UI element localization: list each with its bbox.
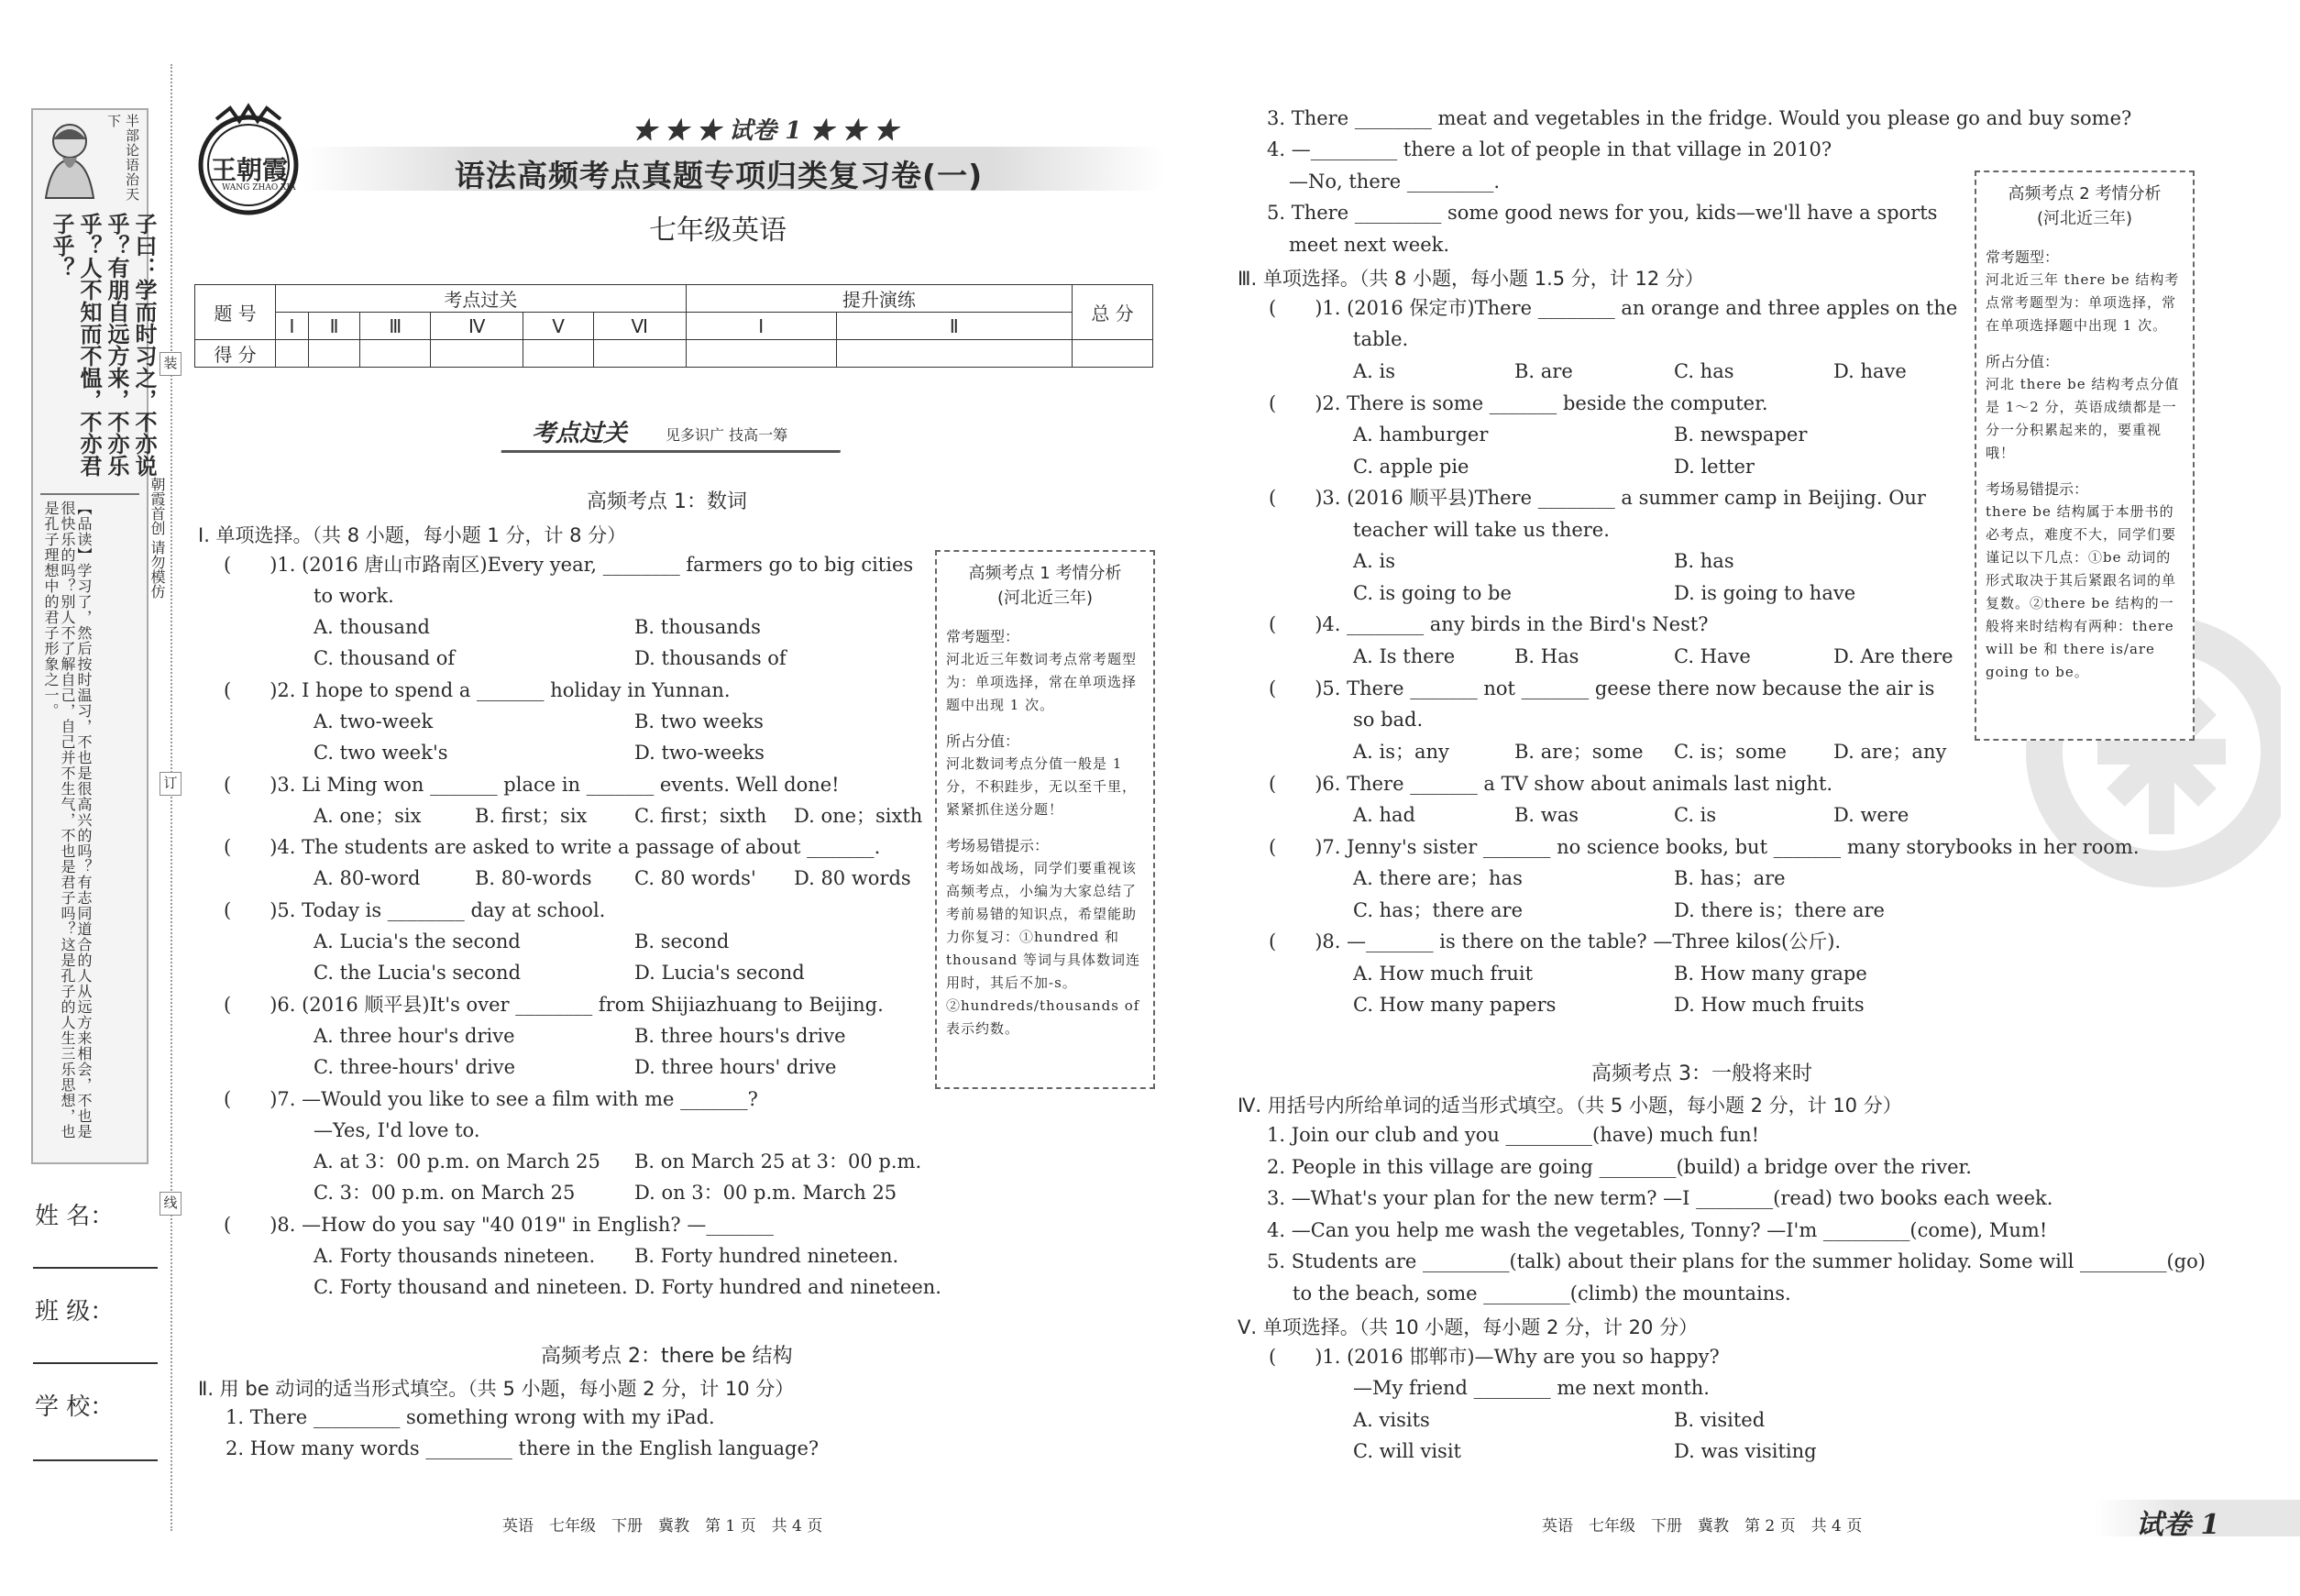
question: ( )7. Jenny's sister _______ no science books, but _______ many storybooks in her room.: [1269, 836, 2140, 858]
question: 2. People in this village are going ________(build) a bridge over the river.: [1267, 1156, 1972, 1178]
k2-title: 高频考点 2：there be 结构: [541, 1345, 793, 1368]
box-heading: 所占分值：: [1986, 353, 2060, 370]
question: ( )3. Li Ming won _______ place in _______ events. Well done!: [224, 774, 840, 796]
option[interactable]: B. Has: [1514, 645, 1579, 667]
school-field[interactable]: [33, 1459, 158, 1461]
seal-mark-2: 订: [160, 772, 182, 796]
option[interactable]: D. there is；there are: [1674, 899, 1885, 921]
option[interactable]: C. has: [1674, 360, 1734, 382]
option[interactable]: D. How much fruits: [1674, 994, 1865, 1016]
col-7: Ⅰ: [686, 313, 836, 340]
option[interactable]: C. 3：00 p.m. on March 25: [314, 1182, 576, 1204]
option[interactable]: C. is；some: [1674, 741, 1787, 763]
question: 2. How many words _________ there in the English language?: [226, 1437, 820, 1459]
question: table.: [1353, 328, 1409, 350]
option[interactable]: A. three hour's drive: [314, 1025, 515, 1047]
page-title: 语法高频考点真题专项归类复习卷(一): [455, 158, 984, 193]
k3-section: Ⅳ. 用括号内所给单词的适当形式填空。（共 5 小题，每小题 2 分，计 10 分）: [1238, 1095, 1902, 1117]
analysis-box-2: [1975, 171, 2195, 741]
option[interactable]: D. thousands of: [634, 647, 787, 669]
question: ( )1. (2016 保定市)There ________ an orange and three apples on the: [1269, 297, 1958, 319]
footer-right: 英语 七年级 下册 冀教 第 2 页 共 4 页: [1542, 1517, 1863, 1535]
option[interactable]: B. newspaper: [1674, 424, 1808, 446]
option[interactable]: A. Forty thousands nineteen.: [314, 1245, 596, 1267]
option[interactable]: C. three-hours' drive: [314, 1056, 516, 1078]
option[interactable]: D. is going to have: [1674, 582, 1856, 604]
box-text: 河北近三年 there be 结构考点常考题型为：单项选择，常在单项选择题中出现 1 次。: [1986, 271, 2180, 334]
col-6: Ⅵ: [593, 313, 686, 340]
question: meet next week.: [1289, 234, 1450, 256]
box-text: 河北数词考点分值一般是 1 分，不积跬步，无以至千里，紧紧抓住送分题！: [946, 755, 1138, 818]
question: ( )7. —Would you like to see a film with me _______?: [224, 1088, 758, 1110]
k3-section-2: Ⅴ. 单项选择。（共 10 小题，每小题 2 分，计 20 分）: [1238, 1316, 1699, 1338]
option[interactable]: B. two weeks: [634, 710, 764, 732]
row-defen: 得 分: [195, 340, 276, 368]
question: 1. Join our club and you _________(have) much fun!: [1267, 1124, 1760, 1146]
sidebar-quote: 子曰：学而时习之，不亦说乎？有朋自远方来，不亦乐乎？人不知而不愠，不亦君子乎？: [49, 213, 157, 477]
option[interactable]: A. hamburger: [1353, 424, 1489, 446]
box-text: 河北 there be 结构考点分值是 1～2 分，英语成绩都是一分一分积累起来的，要重视哦！: [1986, 376, 2180, 461]
logo-text: 王朝霞: [211, 155, 289, 185]
box-text: there be 结构属于本册书的必考点，难度不大，同学们要谨记以下几点：①be 动词的形式取决于其后紧跟名词的单复数。②there be 结构的一般将来时结构有两种：there will be 和 there is/are going to be。: [1986, 503, 2177, 680]
option[interactable]: D. on 3：00 p.m. March 25: [634, 1182, 897, 1204]
option[interactable]: D. Lucia's second: [634, 962, 805, 984]
option[interactable]: A. one；six: [314, 805, 422, 827]
score-cell[interactable]: [593, 340, 686, 368]
box-subtitle: (河北近三年): [996, 589, 1094, 608]
side-note: 朝霞首创 请勿模仿: [149, 477, 166, 600]
question: ( )6. (2016 顺平县)It's over ________ from Shijiazhuang to Beijing.: [224, 994, 884, 1016]
option[interactable]: C. first；sixth: [634, 805, 767, 827]
question: 5. Students are _________(talk) about their plans for the summer holiday. Some will _________(go): [1267, 1250, 2206, 1272]
option[interactable]: D. Forty hundred and nineteen.: [634, 1276, 941, 1298]
option[interactable]: D. Are there: [1833, 645, 1953, 667]
k2-section: Ⅱ. 用 be 动词的适当形式填空。（共 5 小题，每小题 2 分，计 10 分）: [198, 1378, 795, 1400]
option[interactable]: C. Have: [1674, 645, 1751, 667]
option[interactable]: A. is；any: [1353, 741, 1449, 763]
exam-badge: ★ ★ ★ 试卷 1 ★ ★ ★: [633, 117, 898, 145]
option[interactable]: D. 80 words: [794, 867, 911, 889]
question: so bad.: [1353, 709, 1424, 731]
question: —Yes, I'd love to.: [314, 1119, 480, 1141]
score-cell[interactable]: [360, 340, 431, 368]
question: to work.: [314, 585, 394, 607]
option[interactable]: B. are；some: [1514, 741, 1644, 763]
score-cell[interactable]: [1073, 340, 1153, 368]
option[interactable]: A. Lucia's the second: [314, 930, 521, 952]
question: ( )1. (2016 邯郸市)—Why are you so happy?: [1269, 1346, 1720, 1368]
score-cell[interactable]: [523, 340, 593, 368]
question: ( )8. —_______ is there on the table? —Three kilos(公斤).: [1269, 930, 1842, 952]
option[interactable]: D. three hours' drive: [634, 1056, 837, 1078]
question: —No, there _________.: [1289, 171, 1501, 193]
option[interactable]: A. Is there: [1353, 645, 1456, 667]
col-kaodian: 考点过关: [276, 285, 687, 313]
option[interactable]: B. visited: [1674, 1409, 1766, 1431]
option[interactable]: A. thousand: [314, 616, 430, 638]
option[interactable]: B. was: [1514, 804, 1579, 826]
option[interactable]: A. two-week: [314, 710, 434, 732]
logo-subtext: WANG ZHAO XIA: [222, 183, 296, 193]
col-5: Ⅴ: [523, 313, 593, 340]
option[interactable]: B. has: [1674, 550, 1734, 572]
option[interactable]: B. first；six: [475, 805, 588, 827]
score-cell[interactable]: [836, 340, 1072, 368]
option[interactable]: B. How many grape: [1674, 963, 1867, 985]
banner-sub: 见多识广 技高一筹: [666, 426, 788, 444]
question: 4. —_________ there a lot of people in that village in 2010?: [1267, 138, 1832, 160]
option[interactable]: B. has；are: [1674, 867, 1786, 889]
option[interactable]: C. is: [1674, 804, 1717, 826]
option[interactable]: D. were: [1833, 804, 1909, 826]
question: 3. —What's your plan for the new term? —I ________(read) two books each week.: [1267, 1187, 2053, 1209]
option[interactable]: C. thousand of: [314, 647, 456, 669]
question: 1. There _________ something wrong with my iPad.: [226, 1406, 715, 1428]
question: ( )1. (2016 唐山市路南区)Every year, ________ farmers go to big cities: [224, 554, 914, 576]
option[interactable]: C. Forty thousand and nineteen.: [314, 1276, 628, 1298]
box-text: 河北近三年数词考点常考题型为：单项选择，常在单项选择题中出现 1 次。: [946, 651, 1138, 713]
score-cell[interactable]: [431, 340, 523, 368]
question: 3. There ________ meat and vegetables in the fridge. Would you please go and buy some?: [1267, 107, 2132, 129]
option[interactable]: A. had: [1353, 804, 1416, 826]
question: 4. —Can you help me wash the vegetables, Tonny? —I'm _________(come), Mum!: [1267, 1219, 2048, 1241]
option[interactable]: C. has；there are: [1353, 899, 1524, 921]
class-label: 班 级：: [35, 1298, 115, 1326]
option[interactable]: B. are: [1514, 360, 1573, 382]
sidebar-divider: [40, 493, 139, 495]
option[interactable]: C. How many papers: [1353, 994, 1557, 1016]
option[interactable]: B. on March 25 at 3：00 p.m.: [634, 1150, 922, 1172]
school-label: 学 校：: [35, 1393, 115, 1421]
option[interactable]: A. visits: [1353, 1409, 1430, 1431]
col-1: Ⅰ: [276, 313, 309, 340]
question: ( )8. —How do you say "40 019" in English? —_______: [224, 1214, 774, 1236]
page-subtitle: 七年级英语: [649, 215, 787, 247]
k1-section: Ⅰ. 单项选择。（共 8 小题，每小题 1 分，计 8 分）: [198, 524, 627, 546]
footer-left: 英语 七年级 下册 冀教 第 1 页 共 4 页: [502, 1517, 823, 1535]
option[interactable]: D. one；sixth: [794, 805, 923, 827]
col-tihao: 题 号: [195, 285, 276, 340]
box-heading: 考场易错提示：: [1986, 480, 2089, 498]
box-heading: 所占分值：: [946, 732, 1020, 750]
option[interactable]: D. are；any: [1833, 741, 1947, 763]
option[interactable]: A. 80-word: [314, 867, 421, 889]
box-heading: 考场易错提示：: [946, 837, 1050, 854]
option[interactable]: B. second: [634, 930, 730, 952]
question: ( )2. I hope to spend a _______ holiday in Yunnan.: [224, 679, 731, 701]
col-zongfen: 总 分: [1073, 285, 1153, 340]
k2b-section: Ⅲ. 单项选择。（共 8 小题，每小题 1.5 分，计 12 分）: [1238, 268, 1704, 290]
box-title: 高频考点 1 考情分析: [968, 564, 1122, 583]
question: teacher will take us there.: [1353, 519, 1610, 541]
seal-mark-1: 装: [160, 352, 182, 376]
footer-tag: 试卷 1: [2136, 1509, 2220, 1541]
question: ( )5. Today is ________ day at school.: [224, 899, 606, 921]
box-title: 高频考点 2 考情分析: [2008, 184, 2162, 204]
col-2: Ⅱ: [308, 313, 359, 340]
score-table: [194, 284, 1153, 368]
option[interactable]: A. is: [1353, 550, 1396, 572]
col-tisheng: 提升演练: [686, 285, 1072, 313]
score-cell[interactable]: [308, 340, 359, 368]
question: ( )6. There _______ a TV show about animals last night.: [1269, 773, 1833, 795]
binding-line: [171, 64, 172, 1531]
seal-mark-3: 线: [160, 1192, 182, 1216]
confucius-figure: [35, 114, 105, 202]
name-label: 姓 名：: [35, 1203, 115, 1230]
option[interactable]: D. two-weeks: [634, 742, 765, 764]
question: ( )3. (2016 顺平县)There ________ a summer camp in Beijing. Our: [1269, 487, 1926, 509]
option[interactable]: A. there are；has: [1353, 867, 1523, 889]
option[interactable]: B. three hours's drive: [634, 1025, 846, 1047]
option[interactable]: B. 80-words: [475, 867, 592, 889]
option[interactable]: D. have: [1833, 360, 1907, 382]
option[interactable]: B. thousands: [634, 616, 761, 638]
banner-title: 考点过关: [532, 420, 628, 447]
question: ( )5. There _______ not _______ geese there now because the air is: [1269, 677, 1935, 699]
k1-title: 高频考点 1：数词: [587, 490, 747, 513]
question: to the beach, some _________(climb) the mountains.: [1293, 1282, 1791, 1304]
logo: [189, 103, 308, 222]
k3-title: 高频考点 3：一般将来时: [1591, 1062, 1812, 1085]
option[interactable]: B. Forty hundred nineteen.: [634, 1245, 899, 1267]
question: —My friend ________ me next month.: [1353, 1377, 1710, 1399]
col-8: Ⅱ: [836, 313, 1072, 340]
question: 5. There _________ some good news for you, kids—we'll have a sports: [1267, 202, 1938, 224]
option[interactable]: C. is going to be: [1353, 582, 1512, 604]
box-heading: 常考题型：: [1986, 248, 2060, 266]
box-subtitle: (河北近三年): [2036, 209, 2133, 228]
analysis-box-1: [935, 550, 1155, 1089]
col-4: Ⅳ: [431, 313, 523, 340]
col-3: Ⅲ: [360, 313, 431, 340]
class-field[interactable]: [33, 1362, 158, 1364]
option[interactable]: A. at 3：00 p.m. on March 25: [314, 1150, 600, 1172]
score-cell[interactable]: [276, 340, 309, 368]
option[interactable]: C. apple pie: [1353, 456, 1469, 478]
option[interactable]: A. is: [1353, 360, 1396, 382]
option[interactable]: D. letter: [1674, 456, 1755, 478]
option[interactable]: C. will visit: [1353, 1440, 1461, 1462]
option[interactable]: D. was visiting: [1674, 1440, 1817, 1462]
sidebar-top-label: 半部论语治天下: [105, 114, 140, 202]
name-field[interactable]: [33, 1267, 158, 1269]
score-cell[interactable]: [686, 340, 836, 368]
box-text: 考场如战场，同学们要重视该高频考点，小编为大家总结了考前易错的知识点，希望能助力你复习：①hundred 和 thousand 等词与具体数词连用时，其后不加-s。②hundreds/thousands of 表示约数。: [946, 860, 1141, 1037]
option[interactable]: A. How much fruit: [1353, 963, 1534, 985]
sidebar-pindu: 【品读】学习了，然后按时温习，不也是很高兴的吗？有志同道合的人从远方来相会，不也是很快乐的吗？别人不了解自己，自己并不生气，不也是君子吗？这是孔子的人生三乐思想，也是孔子理想中的君子形象之一。: [42, 501, 93, 1139]
question: ( )4. The students are asked to write a passage of about _______.: [224, 836, 881, 858]
question: ( )4. ________ any birds in the Bird's Nest?: [1269, 613, 1709, 635]
question: ( )2. There is some _______ beside the computer.: [1269, 392, 1768, 414]
option[interactable]: C. 80 words': [634, 867, 756, 889]
option[interactable]: C. the Lucia's second: [314, 962, 522, 984]
option[interactable]: C. two week's: [314, 742, 448, 764]
box-heading: 常考题型：: [946, 628, 1020, 645]
